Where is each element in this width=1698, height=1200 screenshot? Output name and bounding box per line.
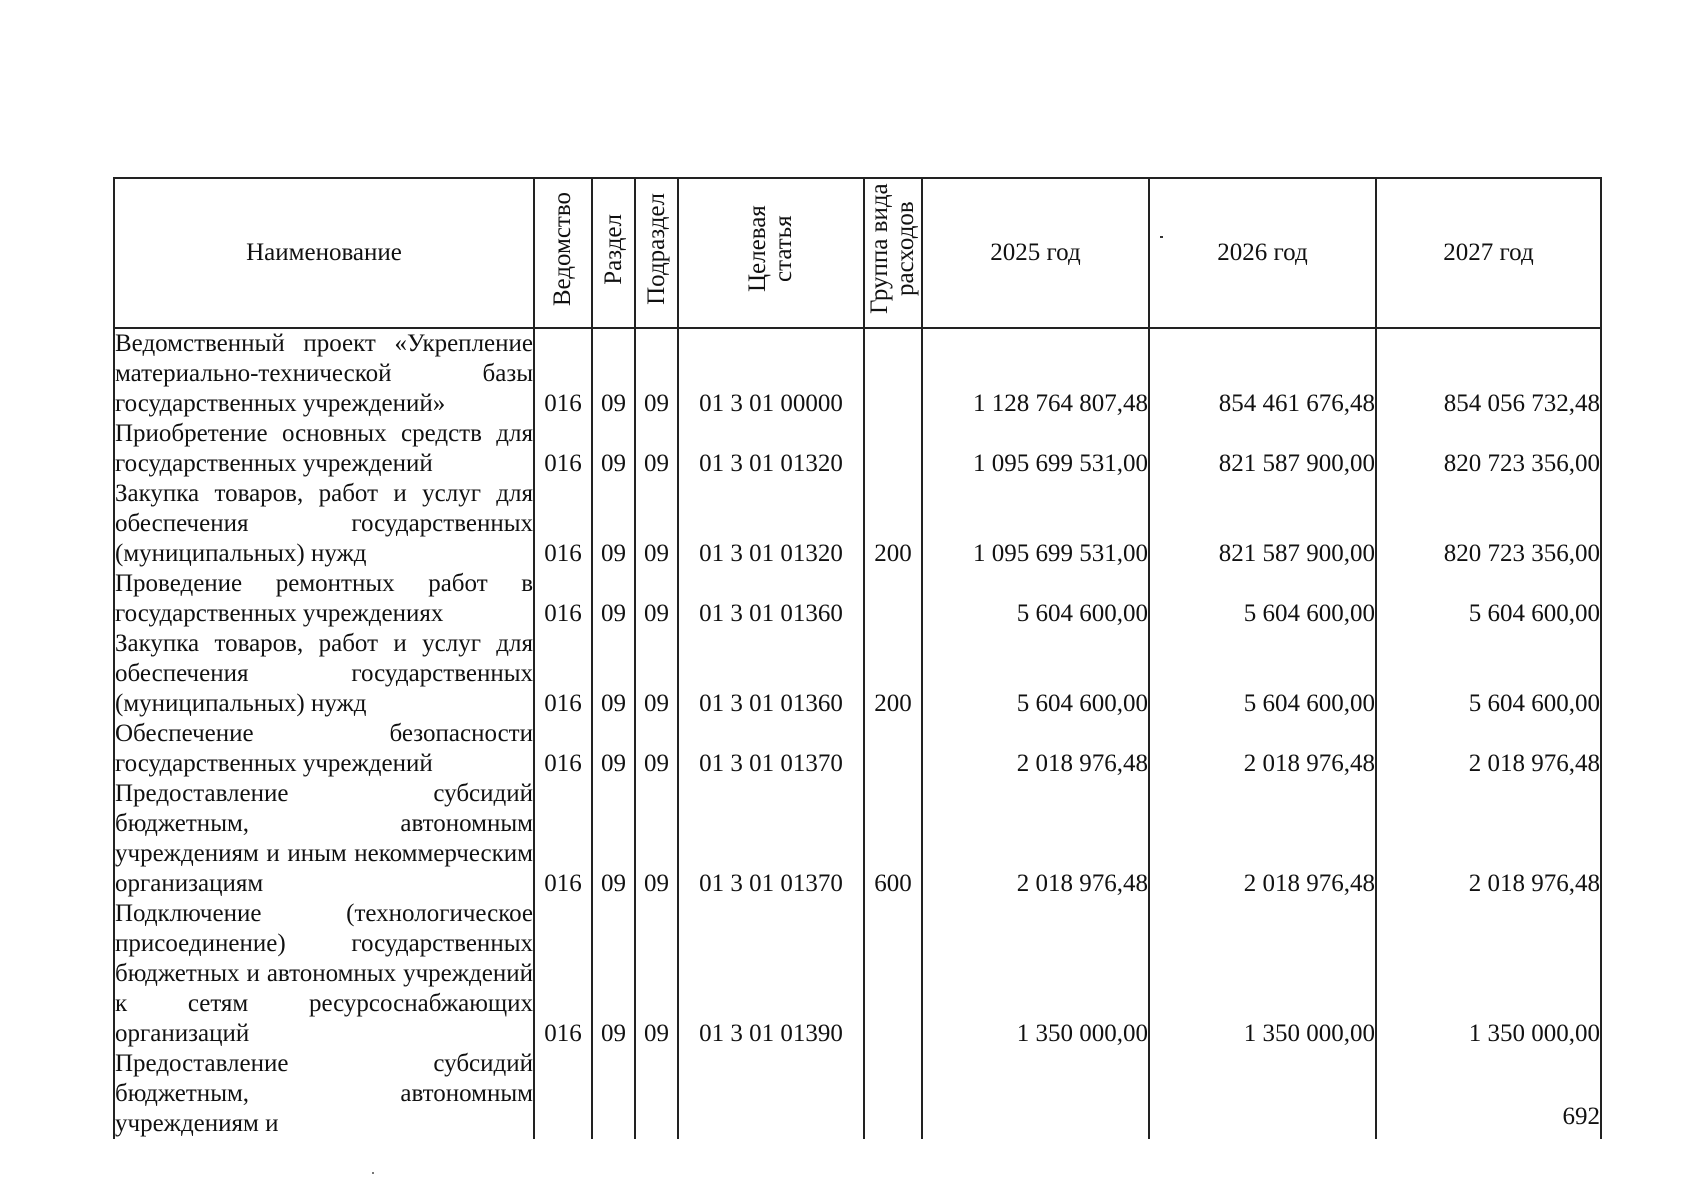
- cell-razdel: 09: [592, 569, 635, 629]
- header-2027: 2027 год: [1376, 178, 1601, 328]
- cell-2026: 1 350 000,00: [1149, 899, 1376, 1049]
- cell-2025: 1 128 764 807,48: [922, 328, 1149, 419]
- header-gruppa-vida-rashodov: Группа вида расходов: [864, 178, 922, 328]
- budget-table: [113, 177, 1602, 1139]
- cell-podrazdel: 09: [635, 779, 678, 899]
- cell-podrazdel: 09: [635, 328, 678, 419]
- cell-2026: [1149, 1049, 1376, 1139]
- cell-vedomstvo: 016: [534, 629, 592, 719]
- cell-name: Приобретение основных средств для государственных учреждений: [115, 420, 533, 477]
- cell-razdel: 09: [592, 779, 635, 899]
- header-razdel: Раздел: [592, 178, 635, 328]
- cell-name: Подключение (технологическое присоединение) государственных бюджетных и автономных учреждений к сетям ресурсоснабжающих организаций: [115, 900, 533, 1047]
- cell-name: Предоставление субсидий бюджетным, автономным учреждениям и иным некоммерческим организациям: [115, 780, 533, 897]
- cell-vedomstvo: 016: [534, 328, 592, 419]
- cell-2027: 5 604 600,00: [1376, 629, 1601, 719]
- cell-2025: 1 095 699 531,00: [922, 419, 1149, 479]
- cell-2027: 854 056 732,48: [1376, 328, 1601, 419]
- header-podrazdel: Подраздел: [635, 178, 678, 328]
- cell-2027: 820 723 356,00: [1376, 479, 1601, 569]
- header-celevaya-statya: Целевая статья: [678, 178, 864, 328]
- cell-2026: 5 604 600,00: [1149, 629, 1376, 719]
- cell-name: Ведомственный проект «Укрепление материально-технической базы государственных учреждений»: [115, 330, 533, 417]
- cell-vedomstvo: 016: [534, 479, 592, 569]
- cell-gruppa: 600: [864, 779, 922, 899]
- page-number: 692: [1562, 1103, 1600, 1130]
- cell-gruppa: 200: [864, 629, 922, 719]
- cell-2027: 820 723 356,00: [1376, 419, 1601, 479]
- cell-2026: 2 018 976,48: [1149, 779, 1376, 899]
- cell-celevaya-statya: 01 3 01 01360: [678, 629, 864, 719]
- cell-podrazdel: 09: [635, 719, 678, 779]
- cell-2026: 2 018 976,48: [1149, 719, 1376, 779]
- table-row: [114, 1049, 1601, 1139]
- header-2025: 2025 год: [922, 178, 1149, 328]
- cell-celevaya-statya: 01 3 01 01370: [678, 719, 864, 779]
- cell-gruppa: [864, 328, 922, 419]
- cell-gruppa: 200: [864, 479, 922, 569]
- cell-2025: 2 018 976,48: [922, 719, 1149, 779]
- cell-2025: [922, 1049, 1149, 1139]
- cell-podrazdel: 09: [635, 629, 678, 719]
- cell-gruppa: [864, 719, 922, 779]
- cell-razdel: [592, 1049, 635, 1139]
- table-row: [114, 569, 1601, 629]
- cell-vedomstvo: 016: [534, 719, 592, 779]
- cell-2027: 1 350 000,00: [1376, 899, 1601, 1049]
- cell-razdel: 09: [592, 328, 635, 419]
- table-row: [114, 328, 1601, 419]
- table-row: [114, 419, 1601, 479]
- cell-podrazdel: 09: [635, 479, 678, 569]
- cell-2027: 2 018 976,48: [1376, 779, 1601, 899]
- cell-2025: 5 604 600,00: [922, 569, 1149, 629]
- cell-gruppa: [864, 899, 922, 1049]
- cell-vedomstvo: 016: [534, 419, 592, 479]
- cell-2026: 821 587 900,00: [1149, 479, 1376, 569]
- table-row: [114, 629, 1601, 719]
- cell-2026: 5 604 600,00: [1149, 569, 1376, 629]
- cell-celevaya-statya: [678, 1049, 864, 1139]
- cell-celevaya-statya: 01 3 01 01390: [678, 899, 864, 1049]
- cell-celevaya-statya: 01 3 01 00000: [678, 328, 864, 419]
- cell-podrazdel: [635, 1049, 678, 1139]
- cell-vedomstvo: 016: [534, 569, 592, 629]
- cell-2025: 2 018 976,48: [922, 779, 1149, 899]
- cell-gruppa: [864, 419, 922, 479]
- cell-podrazdel: 09: [635, 899, 678, 1049]
- scan-speck: [1160, 236, 1163, 238]
- table-row: [114, 719, 1601, 779]
- table-row: [114, 479, 1601, 569]
- cell-vedomstvo: 016: [534, 899, 592, 1049]
- cell-podrazdel: 09: [635, 569, 678, 629]
- cell-razdel: 09: [592, 629, 635, 719]
- scan-speck: [372, 1172, 374, 1174]
- table-header-row: [114, 178, 1601, 328]
- header-name: Наименование: [114, 178, 534, 328]
- cell-name: Закупка товаров, работ и услуг для обеспечения государственных (муниципальных) нужд: [115, 630, 533, 717]
- cell-name: Обеспечение безопасности государственных учреждений: [115, 720, 533, 777]
- cell-2025: 1 350 000,00: [922, 899, 1149, 1049]
- cell-2025: 5 604 600,00: [922, 629, 1149, 719]
- cell-vedomstvo: [534, 1049, 592, 1139]
- cell-celevaya-statya: 01 3 01 01360: [678, 569, 864, 629]
- cell-razdel: 09: [592, 419, 635, 479]
- cell-vedomstvo: 016: [534, 779, 592, 899]
- cell-name: Проведение ремонтных работ в государственных учреждениях: [115, 570, 533, 627]
- table-row: [114, 899, 1601, 1049]
- cell-2026: 821 587 900,00: [1149, 419, 1376, 479]
- cell-name: Закупка товаров, работ и услуг для обеспечения государственных (муниципальных) нужд: [115, 480, 533, 567]
- header-2026: 2026 год: [1149, 178, 1376, 328]
- cell-celevaya-statya: 01 3 01 01320: [678, 419, 864, 479]
- cell-2027: 5 604 600,00: [1376, 569, 1601, 629]
- cell-razdel: 09: [592, 719, 635, 779]
- cell-podrazdel: 09: [635, 419, 678, 479]
- cell-gruppa: [864, 569, 922, 629]
- cell-2027: 2 018 976,48: [1376, 719, 1601, 779]
- cell-name: Предоставление субсидий бюджетным, автономным учреждениям и: [115, 1050, 533, 1137]
- header-vedomstvo: Ведомство: [534, 178, 592, 328]
- cell-razdel: 09: [592, 479, 635, 569]
- cell-gruppa: [864, 1049, 922, 1139]
- cell-2025: 1 095 699 531,00: [922, 479, 1149, 569]
- cell-razdel: 09: [592, 899, 635, 1049]
- table-row: [114, 779, 1601, 899]
- cell-celevaya-statya: 01 3 01 01370: [678, 779, 864, 899]
- cell-2026: 854 461 676,48: [1149, 328, 1376, 419]
- cell-celevaya-statya: 01 3 01 01320: [678, 479, 864, 569]
